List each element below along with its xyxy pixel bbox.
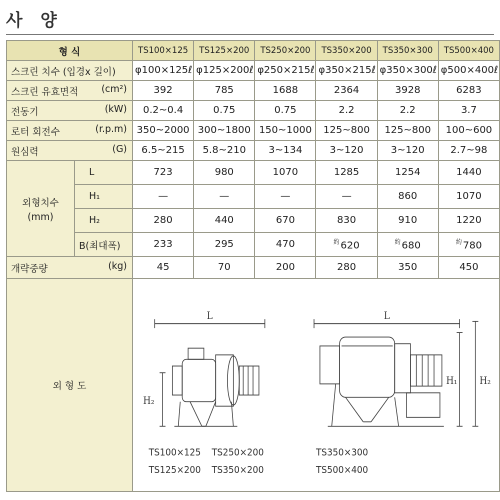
- unit-label: (r.p.m): [95, 123, 128, 135]
- table-cell: [255, 233, 316, 257]
- dim-H1-right: H₁: [446, 375, 458, 388]
- table-cell: 2364: [316, 81, 377, 101]
- rotor-speed-label: 로터 회전수: [11, 126, 60, 138]
- drawing-caption: TS500×400: [316, 464, 369, 477]
- approx-mark: 約: [333, 239, 340, 247]
- screen-size-label: 스크린 치수 (입경x 길이): [11, 66, 116, 78]
- dim-sub-label: H₂: [75, 209, 133, 233]
- table-cell: φ350×215ℓ: [316, 61, 377, 81]
- cell-value: 470: [275, 239, 295, 250]
- drawing-caption: TS125×200: [148, 464, 201, 477]
- cell-value: 780: [462, 240, 482, 252]
- model-header: TS100×125: [133, 41, 194, 61]
- table-cell: 1440: [438, 161, 499, 185]
- table-cell: 125~800: [377, 121, 438, 141]
- unit-label: (G): [112, 143, 128, 155]
- centrifugal-label: 원심력: [11, 146, 39, 158]
- table-cell: 1254: [377, 161, 438, 185]
- table-cell: 300~1800: [194, 121, 255, 141]
- table-cell: φ125×200ℓ: [194, 61, 255, 81]
- table-cell: 150~1000: [255, 121, 316, 141]
- table-cell: 70: [194, 257, 255, 279]
- cell-value: 295: [214, 239, 234, 250]
- model-header: TS125×200: [194, 41, 255, 61]
- table-cell: 440: [194, 209, 255, 233]
- drawing-row: [7, 279, 500, 492]
- dim-L-right: L: [383, 310, 390, 323]
- dim-L-left: L: [206, 310, 213, 323]
- drawing-caption: TS250×200: [211, 446, 264, 459]
- drawing-caption: TS350×200: [211, 464, 264, 477]
- table-cell: 980: [194, 161, 255, 185]
- drawing-caption: TS350×300: [316, 446, 369, 459]
- title-divider: [6, 34, 494, 35]
- cell-value: 233: [153, 239, 173, 250]
- table-cell: 670: [255, 209, 316, 233]
- table-row: [7, 209, 500, 233]
- table-cell: φ250×215ℓ: [255, 61, 316, 81]
- table-cell: —: [316, 185, 377, 209]
- table-cell: 280: [133, 209, 194, 233]
- dimensions-unit: (mm): [27, 211, 54, 223]
- dim-sub-label: B(최대폭): [75, 233, 133, 257]
- approx-mark: 約: [455, 239, 462, 247]
- dim-H2-right: H₂: [479, 375, 491, 388]
- outline-drawing-cell: [133, 279, 500, 492]
- table-cell: 1220: [438, 209, 499, 233]
- row-label: [7, 61, 133, 81]
- table-cell: —: [194, 185, 255, 209]
- model-header: TS350×300: [377, 41, 438, 61]
- spec-table: [6, 40, 500, 492]
- table-cell: —: [255, 185, 316, 209]
- table-cell: 3928: [377, 81, 438, 101]
- table-cell: 100~600: [438, 121, 499, 141]
- dimensions-group-label: [7, 161, 75, 257]
- row-label: [7, 141, 133, 161]
- large-centrifuge-drawing: [314, 319, 478, 426]
- table-cell: 5.8~210: [194, 141, 255, 161]
- table-cell: 0.75: [194, 101, 255, 121]
- table-cell: 3~120: [316, 141, 377, 161]
- table-row: [7, 141, 500, 161]
- table-cell: [316, 233, 377, 257]
- header-label: 형 식: [7, 41, 133, 61]
- row-label: [7, 121, 133, 141]
- table-cell: 1285: [316, 161, 377, 185]
- unit-label: (kg): [108, 260, 128, 272]
- table-cell: 125~800: [316, 121, 377, 141]
- table-cell: φ100×125ℓ: [133, 61, 194, 81]
- table-cell: 860: [377, 185, 438, 209]
- table-cell: 0.75: [255, 101, 316, 121]
- table-cell: [377, 233, 438, 257]
- table-cell: 2.2: [316, 101, 377, 121]
- table-cell: 723: [133, 161, 194, 185]
- outline-drawing: [135, 279, 497, 491]
- weight-label: 개략중량: [11, 263, 48, 275]
- drawing-caption: TS100×125: [148, 446, 201, 459]
- table-cell: 200: [255, 257, 316, 279]
- table-cell: 6.5~215: [133, 141, 194, 161]
- table-cell: 450: [438, 257, 499, 279]
- cell-value: 680: [401, 240, 421, 252]
- dim-sub-label: H₁: [75, 185, 133, 209]
- unit-label: (kW): [104, 103, 128, 115]
- table-cell: 3.7: [438, 101, 499, 121]
- table-row: [7, 81, 500, 101]
- table-cell: [438, 233, 499, 257]
- dimensions-label: 외형치수: [22, 197, 59, 209]
- table-row: [7, 185, 500, 209]
- row-label: [7, 257, 133, 279]
- screen-area-label: 스크린 유효면적: [11, 86, 79, 98]
- dim-sub-label: L: [75, 161, 133, 185]
- small-centrifuge-drawing: [155, 319, 265, 426]
- motor-label: 전동기: [11, 106, 39, 118]
- table-row: [7, 61, 500, 81]
- table-cell: 6283: [438, 81, 499, 101]
- table-cell: 392: [133, 81, 194, 101]
- table-cell: 0.2~0.4: [133, 101, 194, 121]
- table-cell: 45: [133, 257, 194, 279]
- table-row: [7, 233, 500, 257]
- table-row: [7, 101, 500, 121]
- drawing-label: 외 형 도: [7, 279, 133, 492]
- approx-mark: 約: [394, 239, 401, 247]
- header-row: [7, 41, 500, 61]
- table-cell: 3~120: [377, 141, 438, 161]
- table-row: [7, 257, 500, 279]
- dim-H2-left: H₂: [143, 395, 155, 408]
- table-cell: φ350×300ℓ: [377, 61, 438, 81]
- table-row: [7, 121, 500, 141]
- row-label: [7, 101, 133, 121]
- model-header: TS250×200: [255, 41, 316, 61]
- page-title: 사 양: [6, 11, 63, 31]
- table-cell: [194, 233, 255, 257]
- table-row: [7, 161, 500, 185]
- table-cell: 910: [377, 209, 438, 233]
- table-cell: 350: [377, 257, 438, 279]
- model-header: TS500×400: [438, 41, 499, 61]
- table-cell: 1070: [255, 161, 316, 185]
- table-cell: —: [133, 185, 194, 209]
- cell-value: 620: [340, 240, 360, 252]
- table-cell: 830: [316, 209, 377, 233]
- table-cell: 280: [316, 257, 377, 279]
- table-cell: 785: [194, 81, 255, 101]
- table-cell: 2.2: [377, 101, 438, 121]
- row-label: [7, 81, 133, 101]
- table-cell: 3~134: [255, 141, 316, 161]
- table-cell: 1070: [438, 185, 499, 209]
- unit-label: (cm²): [101, 83, 128, 95]
- table-cell: [133, 233, 194, 257]
- table-cell: 2.7~98: [438, 141, 499, 161]
- model-header: TS350×200: [316, 41, 377, 61]
- table-cell: 350~2000: [133, 121, 194, 141]
- table-cell: 1688: [255, 81, 316, 101]
- table-cell: φ500×400ℓ: [438, 61, 499, 81]
